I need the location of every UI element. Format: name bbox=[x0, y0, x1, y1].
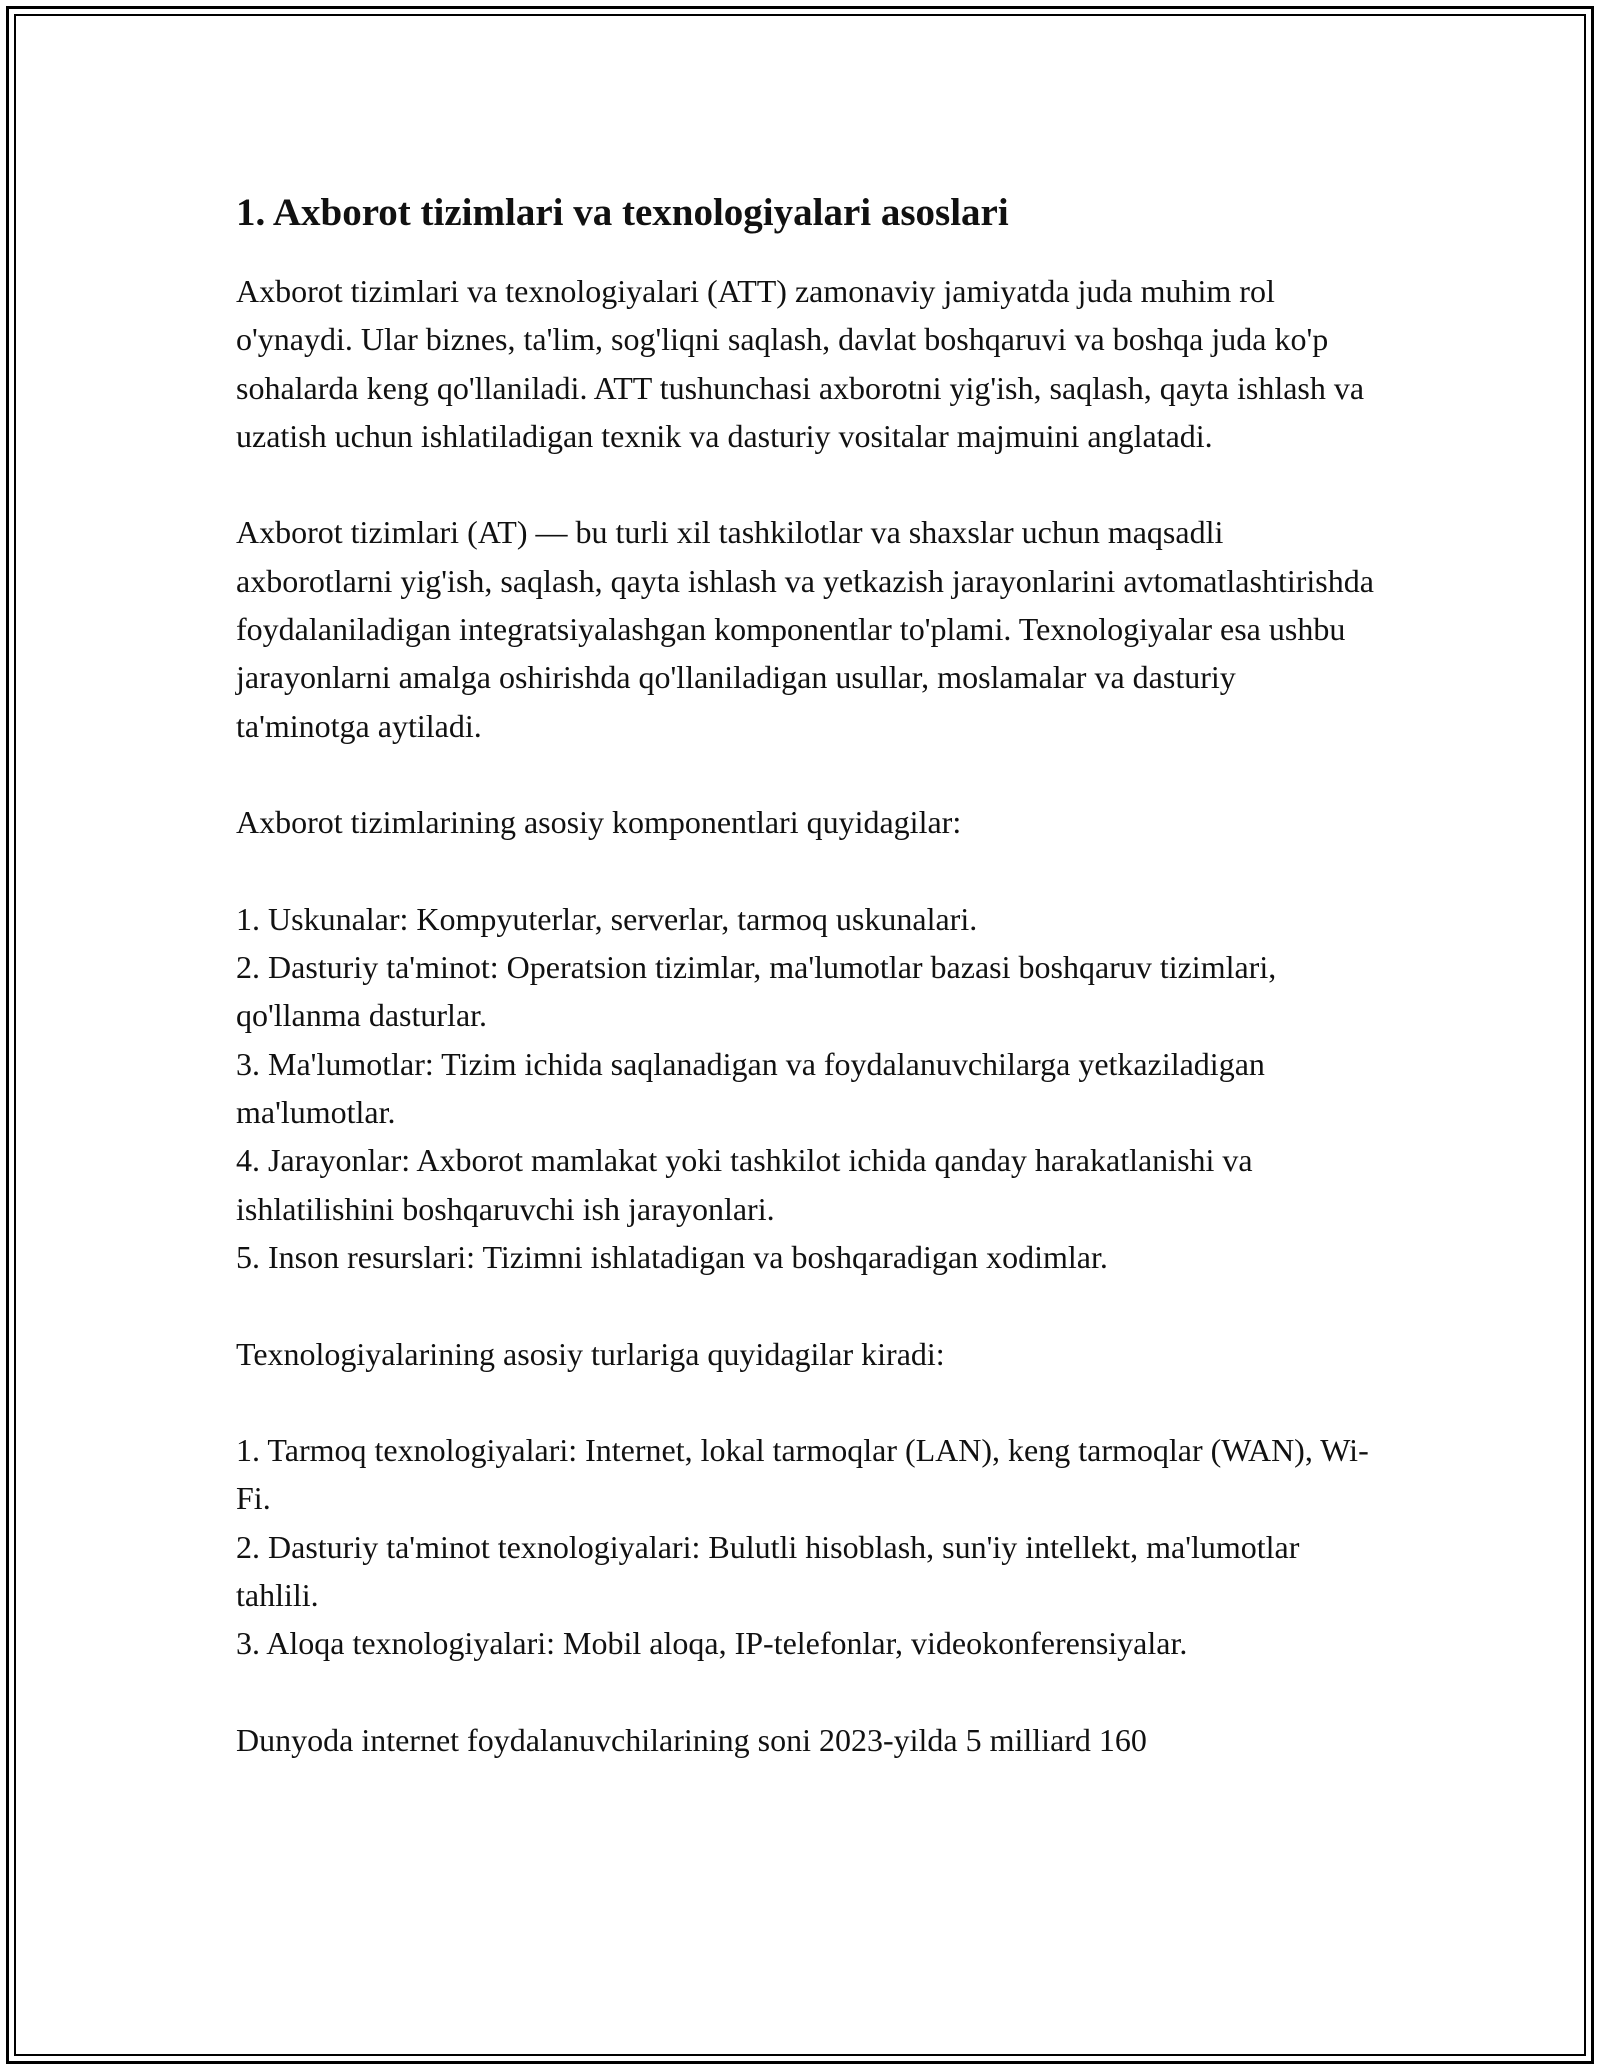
paragraph-spacer bbox=[236, 1378, 1376, 1426]
paragraph-spacer bbox=[236, 460, 1376, 508]
tech-item-network: 1. Tarmoq texnologiyalari: Internet, lokal tarmoqlar (LAN), keng tarmoqlar (WAN), Wi-Fi. bbox=[236, 1432, 1369, 1517]
definition-paragraph: Axborot tizimlari (AT) — bu turli xil tashkilotlar va shaxslar uchun maqsadli axborotlarni yig'ish, saqlash, qayta ishlash va yetkazish jarayonlarini avtomatlashtirishda foydalaniladigan integratsiyalashgan komponentlar to'plami. Texnologiyalar esa ushbu jarayonlarni amalga oshirishda qo'llaniladigan usullar, moslamalar va dasturiy ta'minotga aytiladi. bbox=[236, 514, 1374, 744]
tech-item-communication: 3. Aloqa texnologiyalari: Mobil aloqa, IP-telefonlar, videokonferensiyalar. bbox=[236, 1625, 1188, 1662]
closing-paragraph: Dunyoda internet foydalanuvchilarining soni 2023-yilda 5 milliard 160 bbox=[236, 1721, 1147, 1758]
paragraph-spacer bbox=[236, 1281, 1376, 1329]
components-intro: Axborot tizimlarining asosiy komponentlari quyidagilar: bbox=[236, 804, 962, 841]
component-item-data: 3. Ma'lumotlar: Tizim ichida saqlanadigan va foydalanuvchilarga yetkaziladigan ma'lumotlar. bbox=[236, 1045, 1265, 1131]
paragraph-spacer bbox=[236, 1668, 1376, 1716]
technologies-intro: Texnologiyalarining asosiy turlariga quyidagilar kiradi: bbox=[236, 1335, 945, 1372]
document-body bbox=[236, 185, 1376, 1764]
component-item-hardware: 1. Uskunalar: Kompyuterlar, serverlar, tarmoq uskunalari. bbox=[236, 900, 978, 937]
component-item-processes: 4. Jarayonlar: Axborot mamlakat yoki tashkilot ichida qanday harakatlanishi va ishlatilishini boshqaruvchi ish jarayonlari. bbox=[236, 1142, 1253, 1227]
section-heading: 1. Axborot tizimlari va texnologiyalari asoslari bbox=[236, 191, 1009, 234]
component-item-people: 5. Inson resurslari: Tizimni ishlatadigan va boshqaradigan xodimlar. bbox=[236, 1238, 1108, 1275]
tech-item-software: 2. Dasturiy ta'minot texnologiyalari: Bulutli hisoblash, sun'iy intellekt, ma'lumotlar tahlili. bbox=[236, 1528, 1300, 1614]
intro-paragraph: Axborot tizimlari va texnologiyalari (ATT) zamonaviy jamiyatda juda muhim rol o'ynaydi. Ular biznes, ta'lim, sog'liqni saqlash, davlat boshqaruvi va boshqa juda ko'p sohalarda keng qo'llaniladi. ATT tushunchasi axborotni yig'ish, saqlash, qayta ishlash va uzatish uchun ishlatiladigan texnik va dasturiy vositalar majmuini anglatadi. bbox=[236, 273, 1365, 454]
component-item-software: 2. Dasturiy ta'minot: Operatsion tizimlar, ma'lumotlar bazasi boshqaruv tizimlari, qo'llanma dasturlar. bbox=[236, 949, 1277, 1034]
paragraph-spacer bbox=[236, 847, 1376, 895]
paragraph-spacer bbox=[236, 750, 1376, 798]
